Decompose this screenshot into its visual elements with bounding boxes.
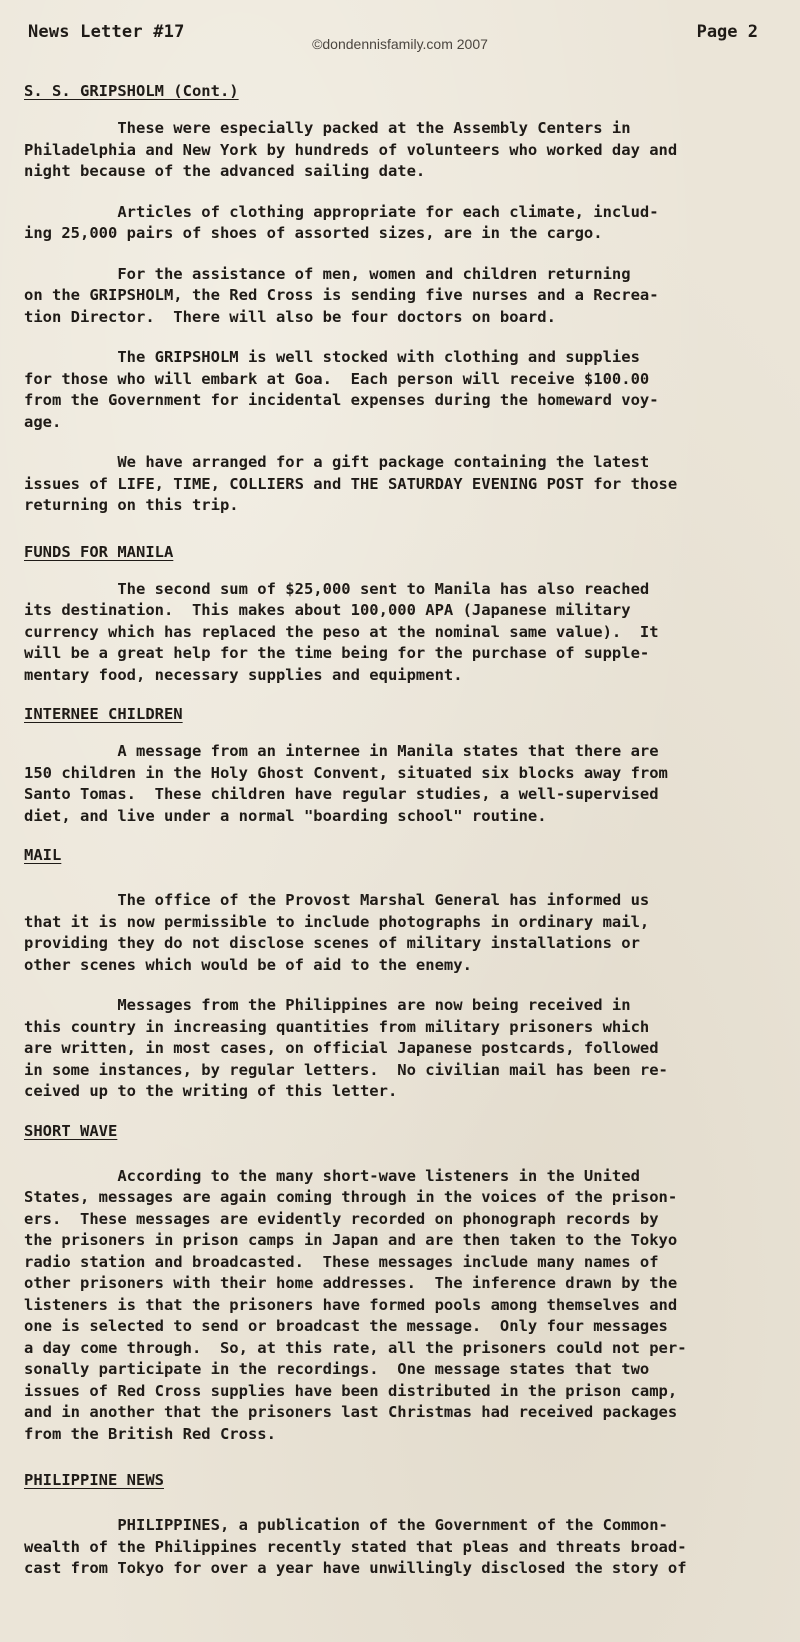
section-heading-philippine-news: PHILIPPINE NEWS bbox=[24, 1471, 164, 1489]
paragraph: According to the many short-wave listeners in the United States, messages are again coming through in the voices of the prison- ers. These messages are evidently recorded on phonograph records by the prisoners in prison camps in Japan and are then taken to the Tokyo radio station and broadcasted. These messages include many names of other prisoners with their home addresses. The inference drawn by the listeners is that the prisoners have formed pools among themselves and one is selected to send or broadcast the message. Only four messages a day come through. So, at this rate, all the prisoners could not per- sonally participate in the recordings. One message states that two issues of Red Cross supplies have been distributed in the prison camp, and in another that the prisoners last Christmas had received packages from the British Red Cross. bbox=[24, 1166, 687, 1443]
section-heading-short-wave: SHORT WAVE bbox=[24, 1121, 118, 1140]
newsletter-number: News Letter #17 bbox=[28, 22, 185, 42]
paragraph: The office of the Provost Marshal General has informed us that it is now permissible to include photographs in ordinary mail, providing they do not disclose scenes of military installations or other scenes which would be of aid to the enemy. bbox=[24, 891, 650, 974]
paragraph: For the assistance of men, women and children returning on the GRIPSHOLM, the Red Cross is sending five nurses and a Recrea- tion Director. There will also be four doctors on board. bbox=[24, 264, 659, 326]
section-heading-funds-for-manila: FUNDS FOR MANILA bbox=[24, 542, 174, 561]
page-number: Page 2 bbox=[696, 22, 758, 42]
paragraph: These were especially packed at the Assembly Centers in Philadelphia and New York by hundreds of volunteers who worked day and night because of the advanced sailing date. bbox=[24, 119, 678, 180]
paragraph: Articles of clothing appropriate for each climate, includ- ing 25,000 pairs of shoes of assorted sizes, are in the cargo. bbox=[24, 202, 659, 242]
section-heading-internee-children: INTERNEE CHILDREN bbox=[24, 705, 183, 723]
copyright-watermark: ©dondennisfamily.com 2007 bbox=[312, 36, 488, 52]
paragraph: We have arranged for a gift package containing the latest issues of LIFE, TIME, COLLIERS and THE SATURDAY EVENING POST for those returning on this trip. bbox=[24, 453, 678, 514]
section-heading-gripsholm: S. S. GRIPSHOLM (Cont.) bbox=[24, 82, 239, 100]
paragraph: PHILIPPINES, a publication of the Government of the Common- wealth of the Philippines recently stated that pleas and threats broad- cast from Tokyo for over a year have unwillingly disclosed the story of bbox=[24, 1516, 687, 1577]
section-heading-mail: MAIL bbox=[24, 846, 62, 864]
paragraph: A message from an internee in Manila states that there are 150 children in the Holy Ghost Convent, situated six blocks away from Santo Tomas. These children have regular studies, a well-supervised diet, and live under a normal "boarding school" routine. bbox=[24, 742, 668, 825]
paragraph: The GRIPSHOLM is well stocked with clothing and supplies for those who will embark at Goa. Each person will receive $100.00 from the Government for incidental expenses during the homeward voy- age. bbox=[24, 348, 659, 431]
letter-body bbox=[24, 82, 784, 1580]
paragraph: The second sum of $25,000 sent to Manila has also reached its destination. This makes about 100,000 APA (Japanese military currency which has replaced the peso at the nominal same value). It will be a great help for the time being for the purchase of supple- mentary food, necessary supplies and equipment. bbox=[24, 579, 659, 684]
paragraph: Messages from the Philippines are now being received in this country in increasing quantities from military prisoners which are written, in most cases, on official Japanese postcards, followed in some instances, by regular letters. No civilian mail has been re- ceived up to the writing of this letter. bbox=[24, 996, 668, 1100]
